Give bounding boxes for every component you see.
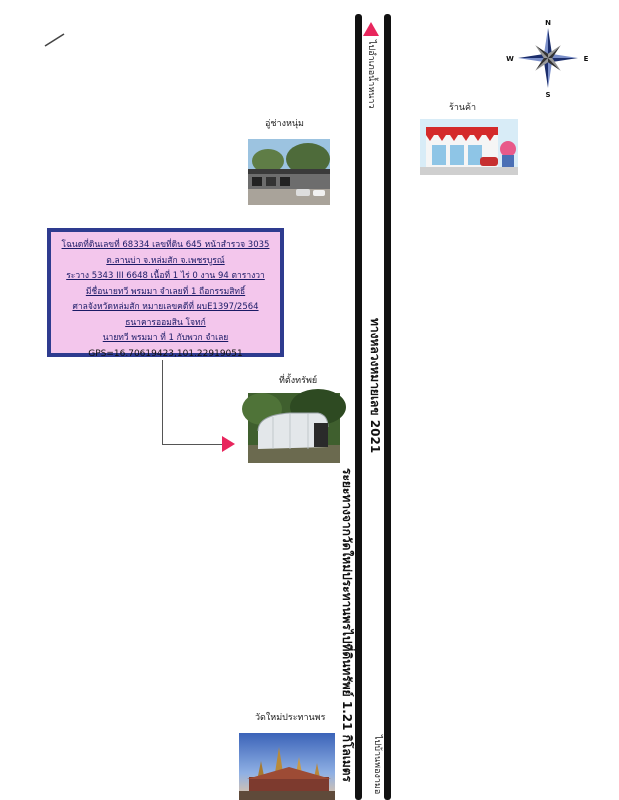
compass-w-label: W bbox=[506, 55, 514, 63]
road-name-label: ทางหลวงหมายเลข 2021 bbox=[368, 318, 382, 454]
north-arrow-icon bbox=[363, 22, 379, 36]
pointer-arrow-icon bbox=[222, 436, 235, 452]
info-line-2: ต.ลานบ่า จ.หล่มสัก จ.เพชรบูรณ์ bbox=[106, 255, 225, 266]
pen-mark-icon bbox=[44, 33, 66, 47]
property-info-box bbox=[47, 228, 284, 357]
greenhouse-photo-icon bbox=[248, 393, 340, 463]
compass-n-label: N bbox=[545, 19, 551, 27]
shop-photo-icon bbox=[420, 119, 518, 175]
compass-e-label: E bbox=[583, 55, 589, 63]
pointer-line-horizontal bbox=[162, 444, 222, 445]
compass-s-label: S bbox=[545, 91, 551, 99]
garage-photo-icon bbox=[248, 139, 330, 205]
property-label: ที่ตั้งทรัพย์ bbox=[279, 376, 318, 386]
direction-bottom-label: ไปบ้านพองามอ bbox=[372, 735, 382, 795]
info-line-4: มีชื่อนายทวี พรมมา จำเลยที่ 1 ถือกรรมสิทธิ์ bbox=[85, 286, 246, 297]
direction-top-label: ไปอำเภอน้ำหนาว bbox=[366, 40, 376, 109]
info-line-1: โฉนดที่ดินเลขที่ 68334 เลขที่ดิน 645 หน้าสำรวจ 3035 bbox=[61, 240, 270, 250]
info-line-5: ศาลจังหวัดหล่มสัก หมายเลขคดีที่ ผบE1397/2564 bbox=[72, 302, 259, 312]
temple-photo-icon bbox=[239, 733, 335, 800]
info-line-7: นายทวี พรมมา ที่ 1 กับพวก จำเลย bbox=[102, 333, 229, 343]
info-line-6: ธนาคารออมสิน โจทก์ bbox=[125, 317, 206, 328]
pointer-line-vertical bbox=[162, 360, 163, 445]
road-line-right bbox=[384, 14, 391, 800]
temple-label: วัดใหม่ประทานพร bbox=[255, 713, 326, 723]
distance-note: ระยะทางจากวัดใหม่ประทานพรไปที่ดินทรัพย์ 1.21 กิโลเมตร bbox=[340, 468, 354, 782]
info-line-3: ระวาง 5343 III 6648 เนื้อที่ 1 ไร่ 0 งาน 94 ตารางวา bbox=[66, 271, 265, 281]
gps-coordinates: GPS=16.70619423,101.22919051 bbox=[88, 348, 243, 359]
garage-label: อู่ช่างหนุ่ม bbox=[265, 119, 304, 129]
compass-rose-icon bbox=[507, 17, 589, 99]
shop-label: ร้านค้า bbox=[449, 103, 477, 113]
